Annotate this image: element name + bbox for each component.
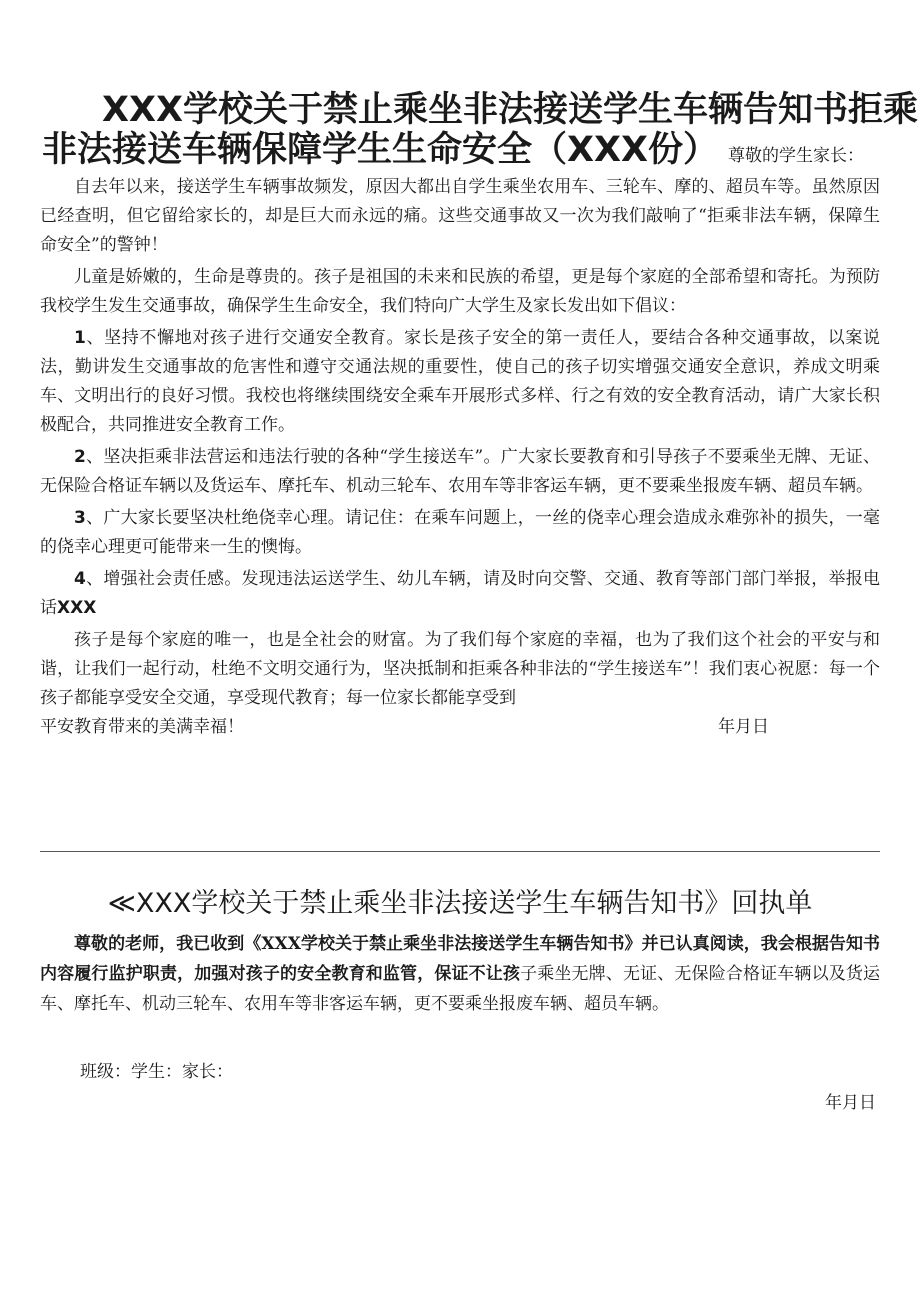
proposal-item-4 (40, 565, 880, 623)
receipt-statement (40, 929, 880, 1019)
item-number: 3 (74, 508, 86, 528)
cut-line-divider (40, 851, 880, 852)
intro-paragraph-1: 自去年以来，接送学生车辆事故频发，原因大都出自学生乘坐农用车、三轮车、摩的、超员车等。虽然原因已经查明，但它留给家长的，却是巨大而永远的痛。这些交通事故又一次为我们敲响了“拒乘非法车辆，保障生命安全”的警钟！ (40, 177, 880, 255)
item-text: 、坚持不懈地对孩子进行交通安全教育。家长是孩子安全的第一责任人，要结合各种交通事故，以案说法，勤讲发生交通事故的危害性和遵守交通法规的重要性，使自己的孩子切实增强交通安全意识，养成文明乘车、文明出行的良好习惯。我校也将继续围绕安全乘车开展形式多样、行之有效的安全教育活动，请广大家长积极配合，共同推进安全教育工作。 (40, 328, 880, 435)
notice-title-line2-text: 非法接送车辆保障学生生命安全（XXX份） (42, 130, 718, 170)
receipt-statement-bold: 尊敬的老师，我已收到《XXX学校关于禁止乘坐非法接送学生车辆告知书》并已认真阅读，我会根据告知书内容履行监护职责，加强对孩子的安全教育和监管，保证不让孩 (40, 934, 880, 984)
item-number: 4 (74, 569, 86, 589)
report-phone: XXX (57, 598, 97, 618)
notice-body (40, 173, 880, 742)
item-text: 、增强社会责任感。发现违法运送学生、幼儿车辆，请及时向交警、交通、教育等部门部门举报，举报电话 (40, 569, 880, 618)
item-number: 1 (74, 328, 86, 348)
receipt-fields: 班级：学生：家长： (80, 1062, 233, 1082)
closing-last-text: 平安教育带来的美满幸福！ (40, 717, 244, 737)
notice-title-line1: XXX学校关于禁止乘坐非法接送学生车辆告知书拒乘 (102, 90, 918, 130)
intro-paragraph-2: 儿童是娇嫩的，生命是尊贵的。孩子是祖国的未来和民族的希望，更是每个家庭的全部希望和寄托。为预防我校学生发生交通事故，确保学生生命安全，我们特向广大学生及家长发出如下倡议： (40, 267, 880, 316)
receipt-statement-normal: 子乘坐无牌、无证、无保险合格证车辆以及货运车、摩托车、机动三轮车、农用车等非客运车辆，更不要乘坐报废车辆、超员车辆。 (40, 964, 881, 1014)
closing-paragraph: 孩子是每个家庭的唯一，也是全社会的财富。为了我们每个家庭的幸福，也为了我们这个社会的平安与和谐，让我们一起行动，杜绝不文明交通行为，坚决抵制和拒乘各种非法的“学生接送车”！我们衷心祝愿：每一个孩子都能享受安全交通，享受现代教育；每一位家长都能享受到 (40, 630, 880, 708)
proposal-item-3 (40, 504, 880, 562)
receipt-date: 年月日 (825, 1093, 876, 1113)
salutation: 尊敬的学生家长： (727, 146, 864, 166)
receipt-body (40, 929, 880, 1022)
item-text: 、坚决拒乘非法营运和违法行驶的各种“学生接送车”。广大家长要教育和引导孩子不要乘坐无牌、无证、无保险合格证车辆以及货运车、摩托车、机动三轮车、农用车等非客运车辆，更不要乘坐报废车辆、超员车辆。 (40, 447, 880, 496)
closing-last-line (40, 713, 880, 742)
item-number: 2 (74, 447, 86, 467)
notice-title-line2 (42, 128, 892, 178)
item-text: 、广大家长要坚决杜绝侥幸心理。请记住：在乘车问题上，一丝的侥幸心理会造成永难弥补的损失，一毫的侥幸心理更可能带来一生的懊悔。 (40, 508, 880, 557)
proposal-item-2 (40, 443, 880, 501)
proposal-item-1 (40, 324, 880, 440)
notice-date: 年月日 (718, 717, 769, 737)
receipt-title: ≪XXX学校关于禁止乘坐非法接送学生车辆告知书》回执单 (107, 888, 813, 919)
